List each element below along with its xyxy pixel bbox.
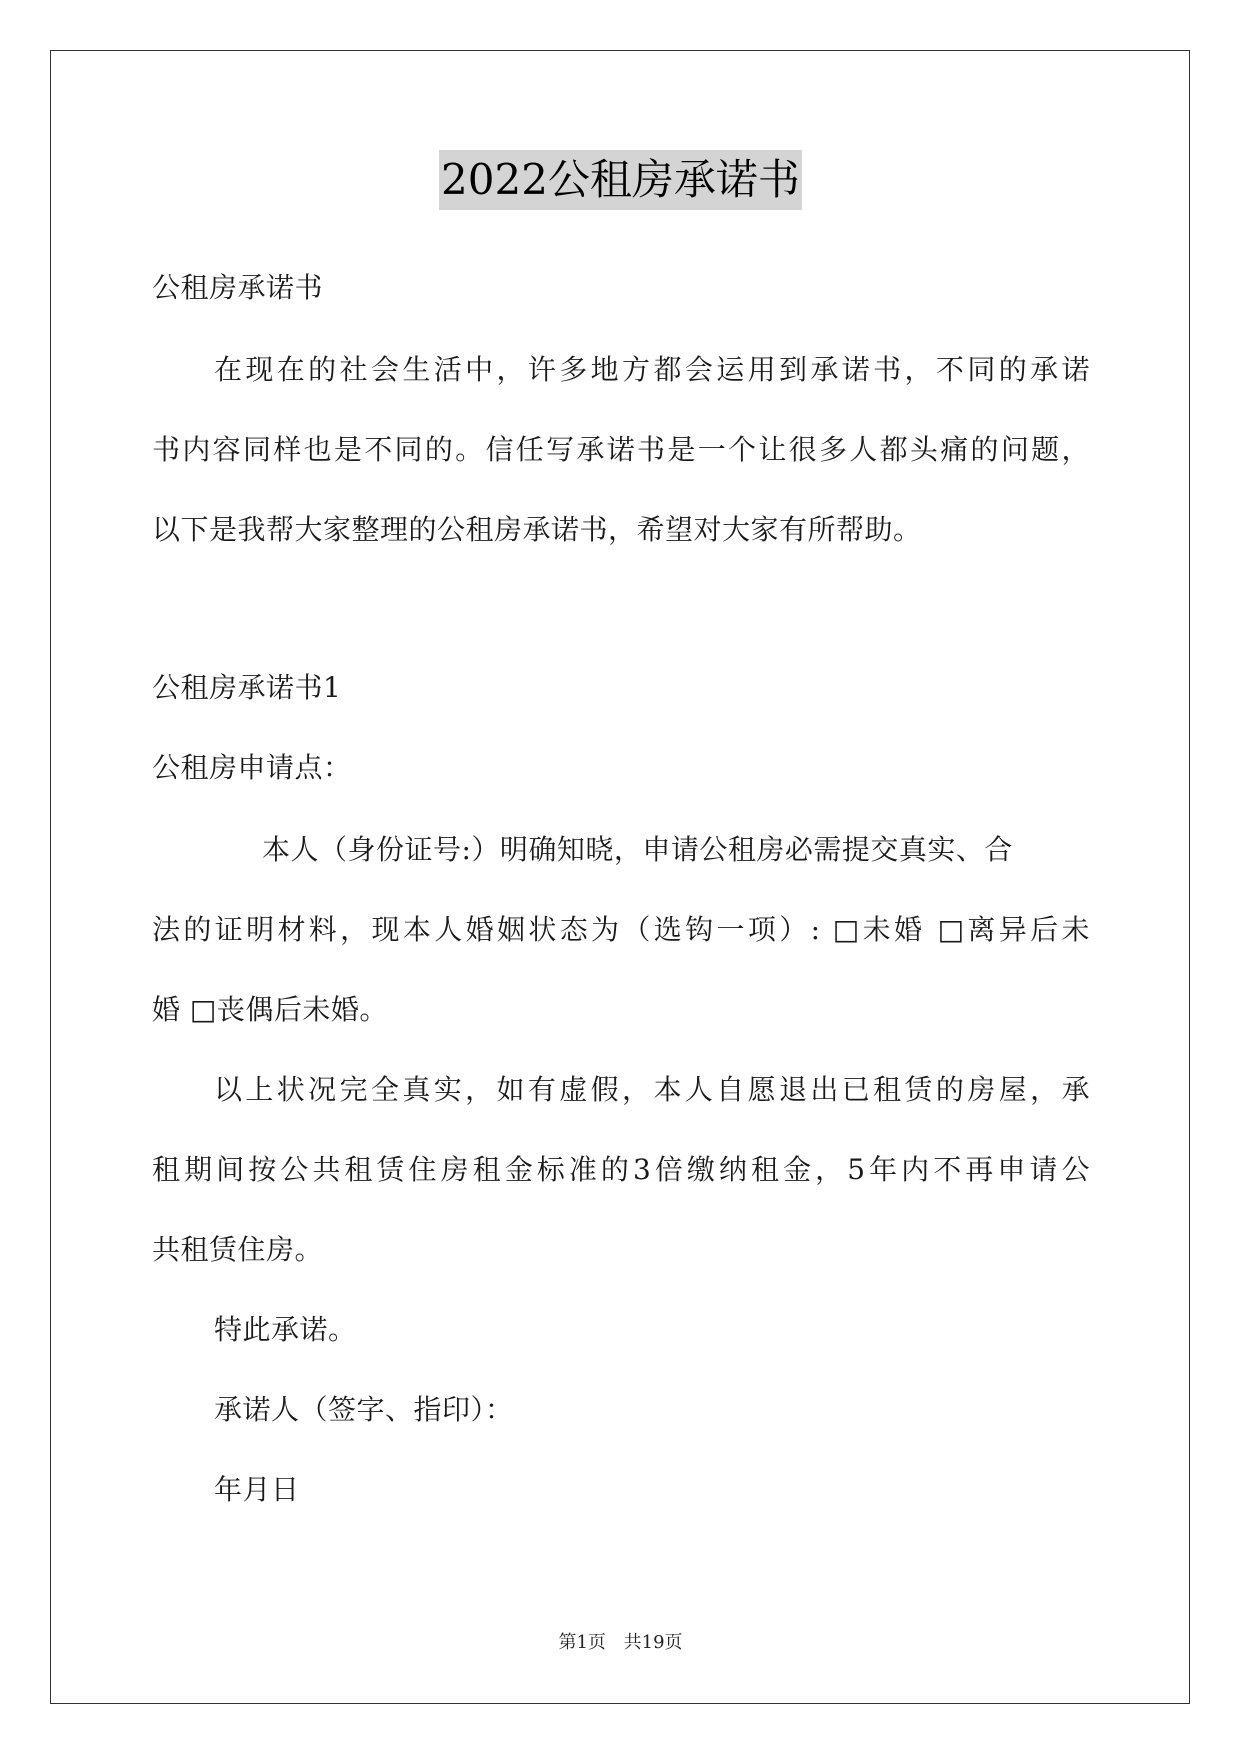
penalty-line: 租期间按公共租赁住房租金标准的3倍缴纳租金，5年内不再申请公: [152, 1153, 1090, 1186]
signature-label: 承诺人（签字、指印）：: [214, 1393, 514, 1426]
intro-line: 书内容同样也是不同的。信任写承诺书是一个让很多人都头痛的问题，: [152, 433, 1090, 466]
declaration-line: 婚 □丧偶后未婚。: [152, 993, 388, 1026]
date-label: 年月日: [214, 1473, 300, 1506]
declaration-line: 本人（身份证号:）明确知晓，申请公租房必需提交真实、合: [262, 833, 1013, 866]
intro-line: 在现在的社会生活中，许多地方都会运用到承诺书，不同的承诺: [214, 353, 1090, 386]
penalty-line: 共租赁住房。: [152, 1233, 324, 1266]
page-total: 共19页: [623, 1632, 683, 1653]
applicant-point: 公租房申请点：: [152, 751, 352, 784]
declaration-line: 法的证明材料，现本人婚姻状态为（选钩一项）: □未婚 □离异后未: [152, 913, 1090, 946]
title-container: [0, 150, 1241, 210]
page-number: 第1页: [558, 1632, 606, 1653]
section-heading: 公租房承诺书1: [152, 671, 342, 704]
document-title: 2022公租房承诺书: [439, 150, 802, 210]
penalty-line: 以上状况完全真实，如有虚假，本人自愿退出已租赁的房屋，承: [214, 1073, 1090, 1106]
intro-heading: 公租房承诺书: [152, 271, 324, 304]
closing-text: 特此承诺。: [214, 1313, 357, 1346]
intro-line: 以下是我帮大家整理的公租房承诺书，希望对大家有所帮助。: [152, 513, 922, 546]
page-footer: [0, 1628, 1241, 1654]
